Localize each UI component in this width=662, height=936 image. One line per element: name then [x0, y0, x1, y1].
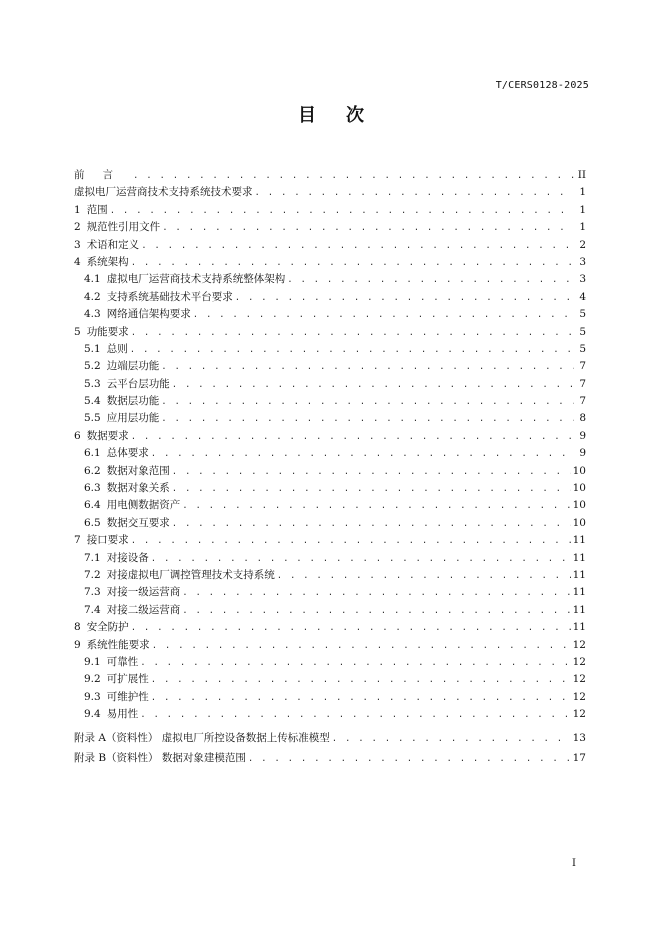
- toc-entry-label: 对接二级运营商: [106, 603, 181, 616]
- toc-entry[interactable]: [74, 602, 586, 619]
- toc-entry-label: 对接设备: [106, 551, 149, 564]
- toc-entry-label: 可扩展性: [106, 673, 149, 686]
- toc-entry[interactable]: [74, 497, 586, 514]
- toc-entry-page: 2: [579, 238, 586, 251]
- toc-entry-number: 9: [74, 638, 81, 651]
- toc-entry-page: 3: [579, 273, 586, 286]
- toc-entry-label: 对接一级运营商: [106, 586, 181, 599]
- toc-entry[interactable]: [74, 619, 586, 636]
- dot-leader: [151, 551, 571, 568]
- toc-entry-page: 11: [572, 586, 586, 599]
- toc-entry-page: 3: [579, 255, 586, 268]
- dot-leader: [152, 638, 571, 655]
- toc-entry[interactable]: [74, 532, 586, 549]
- dot-leader: [182, 498, 570, 515]
- toc-entry-label: 易用性: [106, 708, 139, 721]
- dot-leader: [332, 729, 571, 749]
- dot-leader: [131, 533, 571, 550]
- toc-entry-label: 数据对象范围: [106, 464, 170, 477]
- toc-entry-page: 1: [579, 186, 586, 199]
- toc-entry-number: 7.2: [84, 568, 101, 581]
- toc-entry-number: 5.2: [84, 360, 101, 373]
- page-number: I: [572, 858, 576, 869]
- dot-leader: [131, 255, 574, 272]
- toc-entry-label: 数据对象关系: [106, 482, 170, 495]
- toc-entry-page: 1: [579, 203, 586, 216]
- document-id: T/CERS0128-2025: [495, 80, 589, 91]
- toc-entry-number: 7: [74, 534, 81, 547]
- dot-leader: [161, 359, 574, 376]
- toc-entry-number: 5.3: [84, 377, 101, 390]
- dot-leader: [182, 603, 570, 620]
- dot-leader: [255, 185, 575, 202]
- dot-leader: [172, 377, 574, 394]
- toc-entry[interactable]: [74, 671, 586, 688]
- toc-entry[interactable]: [74, 728, 586, 748]
- toc-entry-number: 2: [74, 221, 81, 234]
- dot-leader: [182, 585, 570, 602]
- toc-entry-label: 虚拟电厂运营商技术支持系统技术要求: [74, 186, 253, 199]
- toc-entry[interactable]: [74, 202, 586, 219]
- toc-entry-page: 10: [572, 464, 586, 477]
- toc-entry-page: 12: [572, 655, 586, 668]
- toc-entry-label: 系统架构: [86, 255, 129, 268]
- toc-entry[interactable]: [74, 637, 586, 654]
- toc-entry-label: 数据要求: [86, 429, 129, 442]
- toc-entry-page: 11: [572, 603, 586, 616]
- toc-entry-label: 接口要求: [86, 534, 129, 547]
- toc-entry-number: 6.4: [84, 499, 101, 512]
- dot-leader: [131, 325, 574, 342]
- toc-entry-label: 数据层功能: [106, 395, 160, 408]
- dot-leader: [151, 672, 571, 689]
- toc-entry[interactable]: [74, 550, 586, 567]
- toc-entry-page: 8: [579, 412, 586, 425]
- toc-entry[interactable]: [74, 515, 586, 532]
- toc-entry-page: 11: [572, 534, 586, 547]
- dot-leader: [151, 690, 571, 707]
- toc-entry-page: 12: [572, 673, 586, 686]
- dot-leader: [131, 429, 574, 446]
- toc-entry[interactable]: [74, 306, 586, 323]
- toc-entry-number: 1: [74, 203, 81, 216]
- dot-leader: [130, 342, 574, 359]
- dot-leader: [172, 464, 571, 481]
- dot-leader: [110, 203, 574, 220]
- toc-entry[interactable]: [74, 271, 586, 288]
- dot-leader: [140, 655, 570, 672]
- toc-entry-page: 10: [572, 482, 586, 495]
- toc-entry-label: 前言: [74, 169, 131, 181]
- toc-entry-page: 13: [572, 731, 586, 744]
- toc-entry-number: 4.3: [84, 308, 101, 321]
- toc-entry-number: 5: [74, 325, 81, 338]
- dot-leader: [140, 707, 570, 724]
- toc-entry-label: 附录 B（资料性） 数据对象建模范围: [74, 751, 246, 764]
- toc-entry-page: II: [577, 169, 586, 181]
- toc-entry-label: 范围: [86, 203, 108, 216]
- toc-entry-label: 附录 A（资料性） 虚拟电厂所控设备数据上传标准模型: [74, 731, 330, 744]
- toc-entry-number: 6.2: [84, 464, 101, 477]
- dot-leader: [193, 307, 574, 324]
- toc-entry[interactable]: [74, 428, 586, 445]
- dot-leader: [162, 220, 574, 237]
- toc-entry-page: 10: [572, 516, 586, 529]
- toc-entry-label: 网络通信架构要求: [106, 308, 191, 321]
- toc-entry-page: 11: [572, 551, 586, 564]
- table-of-contents: [74, 167, 586, 768]
- toc-entry[interactable]: [74, 706, 586, 723]
- toc-entry[interactable]: [74, 167, 586, 184]
- toc-entry-number: 5.1: [84, 342, 101, 355]
- toc-entry-page: 1: [579, 221, 586, 234]
- toc-entry-label: 安全防护: [86, 621, 129, 634]
- dot-leader: [248, 749, 571, 769]
- toc-entry-label: 总体要求: [106, 447, 149, 460]
- toc-entry-number: 9.1: [84, 655, 101, 668]
- toc-entry-number: 8: [74, 621, 81, 634]
- toc-entry[interactable]: [74, 689, 586, 706]
- toc-entry-number: 7.4: [84, 603, 101, 616]
- toc-entry-number: 6.3: [84, 482, 101, 495]
- toc-entry[interactable]: [74, 324, 586, 341]
- toc-entry-number: 4.1: [84, 273, 101, 286]
- toc-entry[interactable]: [74, 376, 586, 393]
- toc-entry-number: 5.4: [84, 395, 101, 408]
- dot-leader: [161, 411, 574, 428]
- toc-entry-label: 系统性能要求: [86, 638, 150, 651]
- toc-entry-page: 5: [579, 342, 586, 355]
- toc-entry-label: 总则: [106, 342, 128, 355]
- dot-leader: [172, 516, 571, 533]
- toc-entry-page: 12: [572, 690, 586, 703]
- toc-entry-label: 功能要求: [86, 325, 129, 338]
- dot-leader: [287, 272, 574, 289]
- toc-entry-page: 7: [579, 377, 586, 390]
- toc-entry-page: 7: [579, 395, 586, 408]
- toc-entry-label: 可靠性: [106, 655, 139, 668]
- toc-entry-label: 对接虚拟电厂调控管理技术支持系统: [106, 568, 275, 581]
- toc-entry[interactable]: [74, 584, 586, 601]
- dot-leader: [235, 290, 574, 307]
- toc-entry-page: 12: [572, 708, 586, 721]
- toc-entry[interactable]: [74, 567, 586, 584]
- dot-leader: [161, 394, 574, 411]
- toc-entry[interactable]: [74, 289, 586, 306]
- toc-entry-number: 6: [74, 429, 81, 442]
- toc-entry-page: 9: [579, 429, 586, 442]
- toc-entry-page: 17: [572, 751, 586, 764]
- page-title: 目次: [298, 105, 394, 126]
- toc-entry[interactable]: [74, 358, 586, 375]
- toc-entry-number: 3: [74, 238, 81, 251]
- toc-entry-label: 规范性引用文件: [86, 221, 161, 234]
- toc-entry-label: 术语和定义: [86, 238, 140, 251]
- toc-entry[interactable]: [74, 654, 586, 671]
- toc-entry[interactable]: [74, 237, 586, 254]
- toc-entry[interactable]: [74, 254, 586, 271]
- toc-entry-label: 虚拟电厂运营商技术支持系统整体架构: [106, 273, 286, 286]
- toc-entry-page: 5: [579, 325, 586, 338]
- dot-leader: [131, 620, 571, 637]
- toc-entry-number: 9.2: [84, 673, 101, 686]
- toc-entry-page: 7: [579, 360, 586, 373]
- toc-entry[interactable]: [74, 445, 586, 462]
- dot-leader: [133, 168, 574, 185]
- toc-entry-number: 6.1: [84, 447, 101, 460]
- toc-entry-number: 4.2: [84, 290, 101, 303]
- toc-entry-page: 9: [579, 447, 586, 460]
- toc-entry-label: 云平台层功能: [106, 377, 170, 390]
- toc-entry-number: 7.3: [84, 586, 101, 599]
- toc-entry-label: 支持系统基础技术平台要求: [106, 290, 233, 303]
- toc-entry[interactable]: [74, 410, 586, 427]
- toc-entry-number: 9.3: [84, 690, 101, 703]
- toc-entry-number: 4: [74, 255, 81, 268]
- toc-entry[interactable]: [74, 393, 586, 410]
- toc-entry-page: 12: [572, 638, 586, 651]
- dot-leader: [277, 568, 571, 585]
- toc-entry-number: 5.5: [84, 412, 101, 425]
- toc-entry-label: 边端层功能: [106, 360, 160, 373]
- toc-entry-page: 11: [572, 568, 586, 581]
- dot-leader: [172, 481, 571, 498]
- toc-entry[interactable]: [74, 341, 586, 358]
- toc-entry-page: 10: [572, 499, 586, 512]
- toc-entry-label: 应用层功能: [106, 412, 160, 425]
- toc-entry-page: 11: [572, 621, 586, 634]
- toc-entry[interactable]: [74, 184, 586, 201]
- toc-entry-page: 4: [579, 290, 586, 303]
- toc-entry[interactable]: [74, 463, 586, 480]
- toc-entry-label: 数据交互要求: [106, 516, 170, 529]
- toc-entry-label: 用电侧数据资产: [106, 499, 181, 512]
- dot-leader: [141, 238, 574, 255]
- toc-entry-page: 5: [579, 308, 586, 321]
- toc-entry[interactable]: [74, 219, 586, 236]
- toc-entry-number: 7.1: [84, 551, 101, 564]
- toc-entry-number: 6.5: [84, 516, 101, 529]
- toc-entry[interactable]: [74, 480, 586, 497]
- dot-leader: [151, 446, 574, 463]
- toc-entry[interactable]: [74, 748, 586, 768]
- toc-entry-number: 9.4: [84, 708, 101, 721]
- toc-entry-label: 可维护性: [106, 690, 149, 703]
